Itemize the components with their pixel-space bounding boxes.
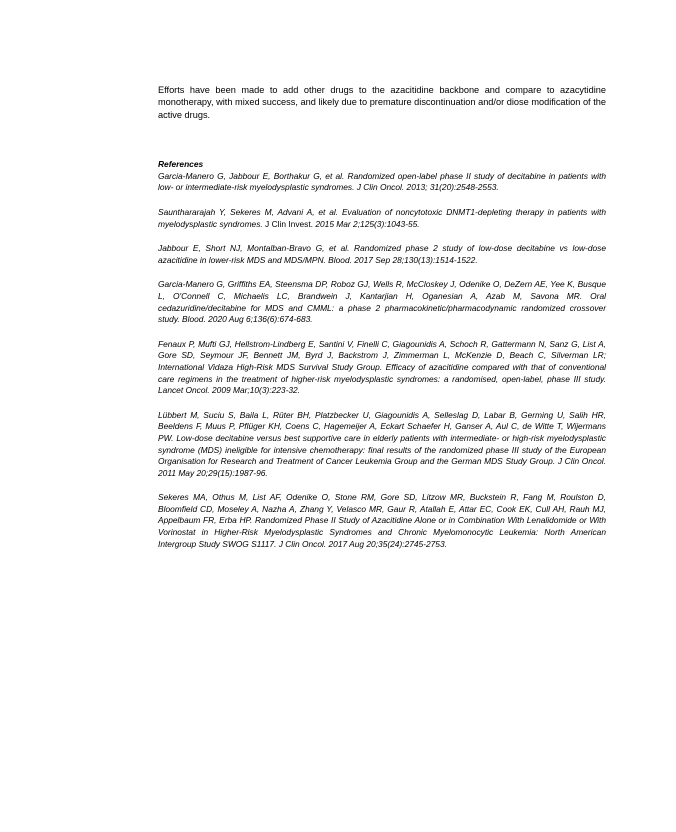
reference-tail: 2015 Mar 2;125(3):1043-55. <box>313 218 420 229</box>
reference-text: Garcia-Manero G, Jabbour E, Borthakur G, et al. Randomized open-label phase II study of decitabine in patients with low- or intermediate-risk myelodysplastic syndromes. J Clin Oncol. 2013; 31(20):2548-2553. <box>158 170 606 193</box>
references-section <box>158 159 606 550</box>
reference-item <box>158 207 606 230</box>
intro-paragraph: Efforts have been made to add other drugs to the azacitidine backbone and compare to azacytidine monotherapy, with mixed success, and likely due to premature discontinuation and/or diose modification of the active drugs. <box>158 85 606 120</box>
reference-text: Fenaux P, Mufti GJ, Hellstrom-Lindberg E, Santini V, Finelli C, Giagounidis A, Schoch R, Gattermann N, Sanz G, List A, Gore SD, Seymour JF, Bennett JM, Byrd J, Backstrom J, Zimmerman L, McKenzie D, Beach C, Silverman LR; International Vidaza High-Risk MDS Survival Study Group. Efficacy of azacitidine compared with that of conventional care regimens in the treatment of higher-risk myelodysplastic syndromes: a randomised, open-label, phase III study. Lancet Oncol. 2009 Mar;10(3):223-32. <box>158 338 606 396</box>
reference-item <box>158 279 606 325</box>
reference-journal: J Clin Invest. <box>262 218 314 229</box>
reference-item <box>158 243 606 266</box>
reference-text: Saunthararajah Y, Sekeres M, Advani A, et al. Evaluation of noncytotoxic DNMT1-depleting therapy in patients with myelodysplastic syndromes. <box>158 207 606 229</box>
reference-item <box>158 339 606 397</box>
reference-item <box>158 410 606 480</box>
document-page <box>158 84 606 563</box>
reference-item <box>158 492 606 550</box>
reference-text: Sekeres MA, Othus M, List AF, Odenike O, Stone RM, Gore SD, Litzow MR, Buckstein R, Fang M, Roulston D, Bloomfield CD, Moseley A, Nazha A, Zhang Y, Velasco MR, Gaur R, Atallah E, Attar EC, Cook EK, Cull AH, Rauh MJ, Appelbaum FR, Erba HP. Randomized Phase II Study of Azacitidine Alone or in Combination With Lenalidomide or With Vorinostat in Higher-Risk Myelodysplastic Syndromes and Chronic Myelomonocytic Leukemia: North American Intergroup Study SWOG S1117. J Clin Oncol. 2017 Aug 20;35(24):2745-2753. <box>158 492 606 549</box>
references-heading: References <box>158 159 204 170</box>
reference-item <box>158 171 606 194</box>
reference-text: Lübbert M, Suciu S, Baila L, Rüter BH, Platzbecker U, Giagounidis A, Selleslag D, Labar B, Germing U, Salih HR, Beeldens F, Muus P, Pflüger KH, Coens C, Hagemeijer A, Eckart Schaefer H, Ganser A, Aul C, de Witte T, Wijermans PW. Low-dose decitabine versus best supportive care in elderly patients with intermediate- or high-risk myelodysplastic syndrome (MDS) ineligible for intensive chemotherapy: final results of the randomized phase III study of the European Organisation for Research and Treatment of Cancer Leukemia Group and the German MDS Study Group. J Clin Oncol. 2011 May 20;29(15):1987-96. <box>158 409 606 478</box>
reference-text: Jabbour E, Short NJ, Montalban-Bravo G, et al. Randomized phase 2 study of low-dose decitabine vs low-dose azacitidine in lower-risk MDS and MDS/MPN. Blood. 2017 Sep 28;130(13):1514-1522. <box>158 243 606 265</box>
reference-text: Garcia-Manero G, Griffiths EA, Steensma DP, Roboz GJ, Wells R, McCloskey J, Odenike O, DeZern AE, Yee K, Busque L, O'Connell C, Michaelis LC, Brandwein J, Kantarjian H, Oganesian A, Azab M, Savona MR. Oral cedazuridine/decitabine for MDS and CMML: a phase 2 pharmacokinetic/pharmacodynamic randomized crossover study. Blood. 2020 Aug 6;136(6):674-683. <box>158 279 606 325</box>
